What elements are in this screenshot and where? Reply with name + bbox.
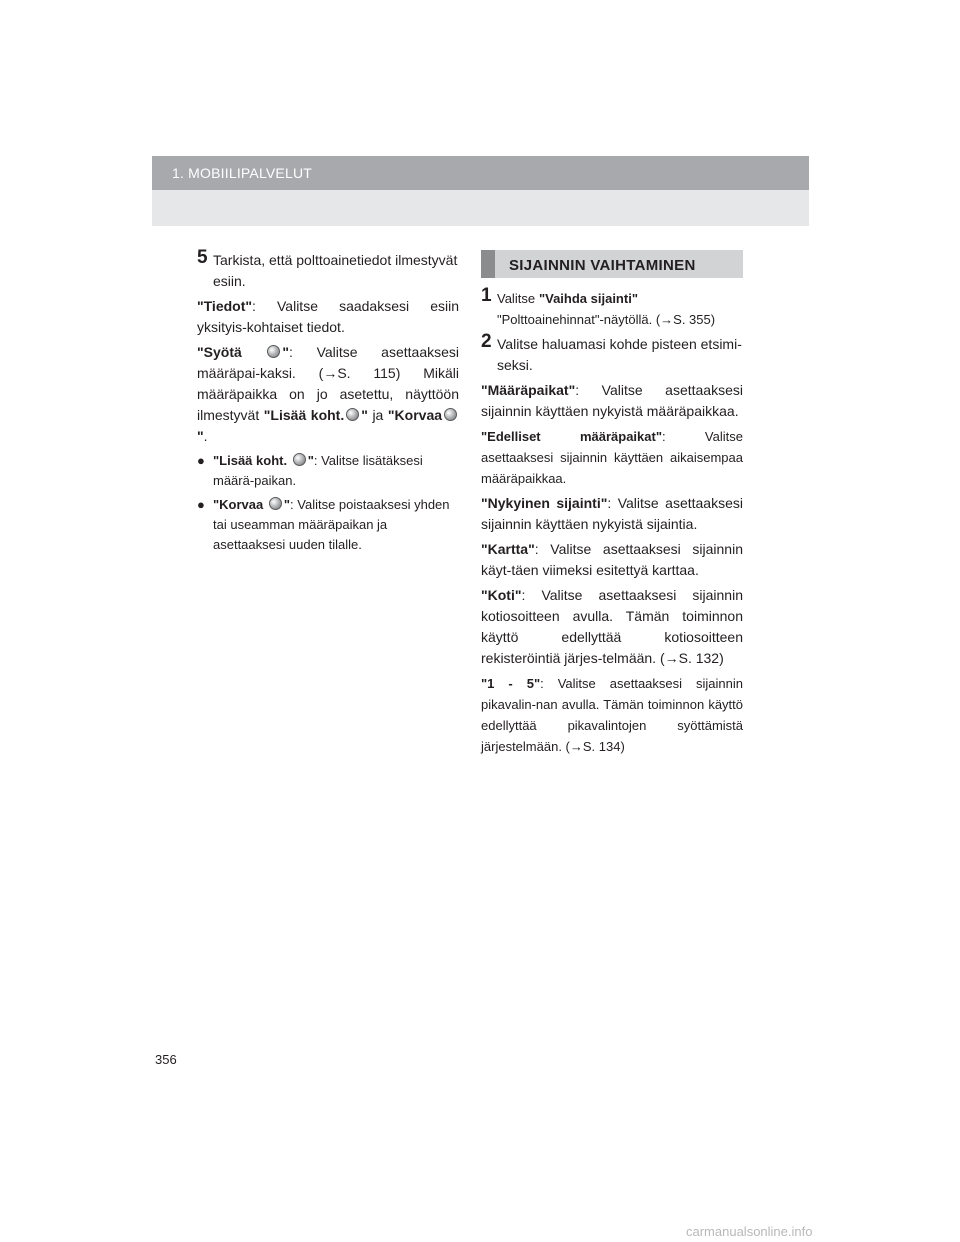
bullet-lisaa: ● "Lisää koht. ": Valitse lisätäksesi määrä-paikan. <box>197 453 423 488</box>
step-number: 5 <box>197 247 208 268</box>
step-number: 2 <box>481 331 492 352</box>
bullet-icon: ● <box>197 453 205 468</box>
paragraph-tiedot: "Tiedot": Valitse saadaksesi esiin yksityis-kohtaiset tiedot. <box>197 298 459 335</box>
header-bar <box>152 156 809 190</box>
label-syota: "Syötä <box>197 344 242 360</box>
target-icon <box>269 497 282 510</box>
step-5 <box>197 247 459 292</box>
right-column <box>481 250 743 761</box>
page-number: 356 <box>155 1052 177 1067</box>
step-text: Valitse haluamasi kohde pisteen etsimi-seksi. <box>497 336 742 373</box>
option-item: "Koti": Valitse asettaaksesi sijainnin kotiosoitteen avulla. Tämän toiminnon käyttö edellyttää kotiosoitteen rekisteröintiä järjes-telmään. (→S. 132) <box>481 587 743 666</box>
label-vaihda-sijainti: "Vaihda sijainti" <box>538 291 638 306</box>
step-number: 1 <box>481 285 492 306</box>
target-icon <box>267 345 280 358</box>
option-item: "Määräpaikat": Valitse asettaaksesi sijainnin käyttäen nykyistä määräpaikkaa. <box>481 382 743 419</box>
step-text: Tarkista, että polttoainetiedot ilmestyvät esiin. <box>213 252 458 289</box>
target-icon <box>346 408 359 421</box>
section-marker <box>481 250 495 278</box>
bullet-icon: ● <box>197 497 205 512</box>
section-title-box <box>481 250 743 278</box>
step-2 <box>481 331 743 376</box>
header-subbar <box>152 190 809 226</box>
option-item: "1 - 5": Valitse asettaaksesi sijainnin pikavalin-nan avulla. Tämän toiminnon käyttö edellyttää pikavalintojen syöttämistä järjestelmään. (→S. 134) <box>481 676 743 754</box>
label-tiedot: "Tiedot" <box>197 298 253 314</box>
paragraph-syota: "Syötä ": Valitse asettaaksesi määräpai-kaksi. (→S. 115) Mikäli määräpaikka on jo asetettu, näyttöön ilmestyvät "Lisää koht. " ja "Korvaa". <box>197 344 459 444</box>
label-korvaa: "Korvaa <box>387 407 443 423</box>
target-icon <box>444 408 457 421</box>
watermark: carmanualsonline.info <box>686 1224 813 1239</box>
bullet-korvaa: ● "Korvaa ": Valitse poistaaksesi yhden tai useamman määräpaikan ja asettaaksesi uuden tilalle. <box>197 497 450 552</box>
target-icon <box>293 453 306 466</box>
option-item: "Kartta": Valitse asettaaksesi sijainnin käyt-täen viimeksi esitettyä karttaa. <box>481 541 743 578</box>
section-title: SIJAINNIN VAIHTAMINEN <box>509 257 696 274</box>
label-lisaa: "Lisää koht. <box>263 407 345 423</box>
option-item: "Nykyinen sijainti": Valitse asettaaksesi sijainnin käyttäen nykyistä sijaintia. <box>481 495 743 532</box>
section-header: 1. MOBIILIPALVELUT <box>172 165 313 181</box>
step-1: 1 Valitse "Vaihda sijainti" "Polttoainehinnat"-näytöllä. (→S. 355) <box>481 285 716 327</box>
left-column <box>197 247 459 559</box>
option-item: "Edelliset määräpaikat": Valitse asettaaksesi sijainnin käyttäen aikaisempaa määräpaikkaa. <box>481 429 743 486</box>
